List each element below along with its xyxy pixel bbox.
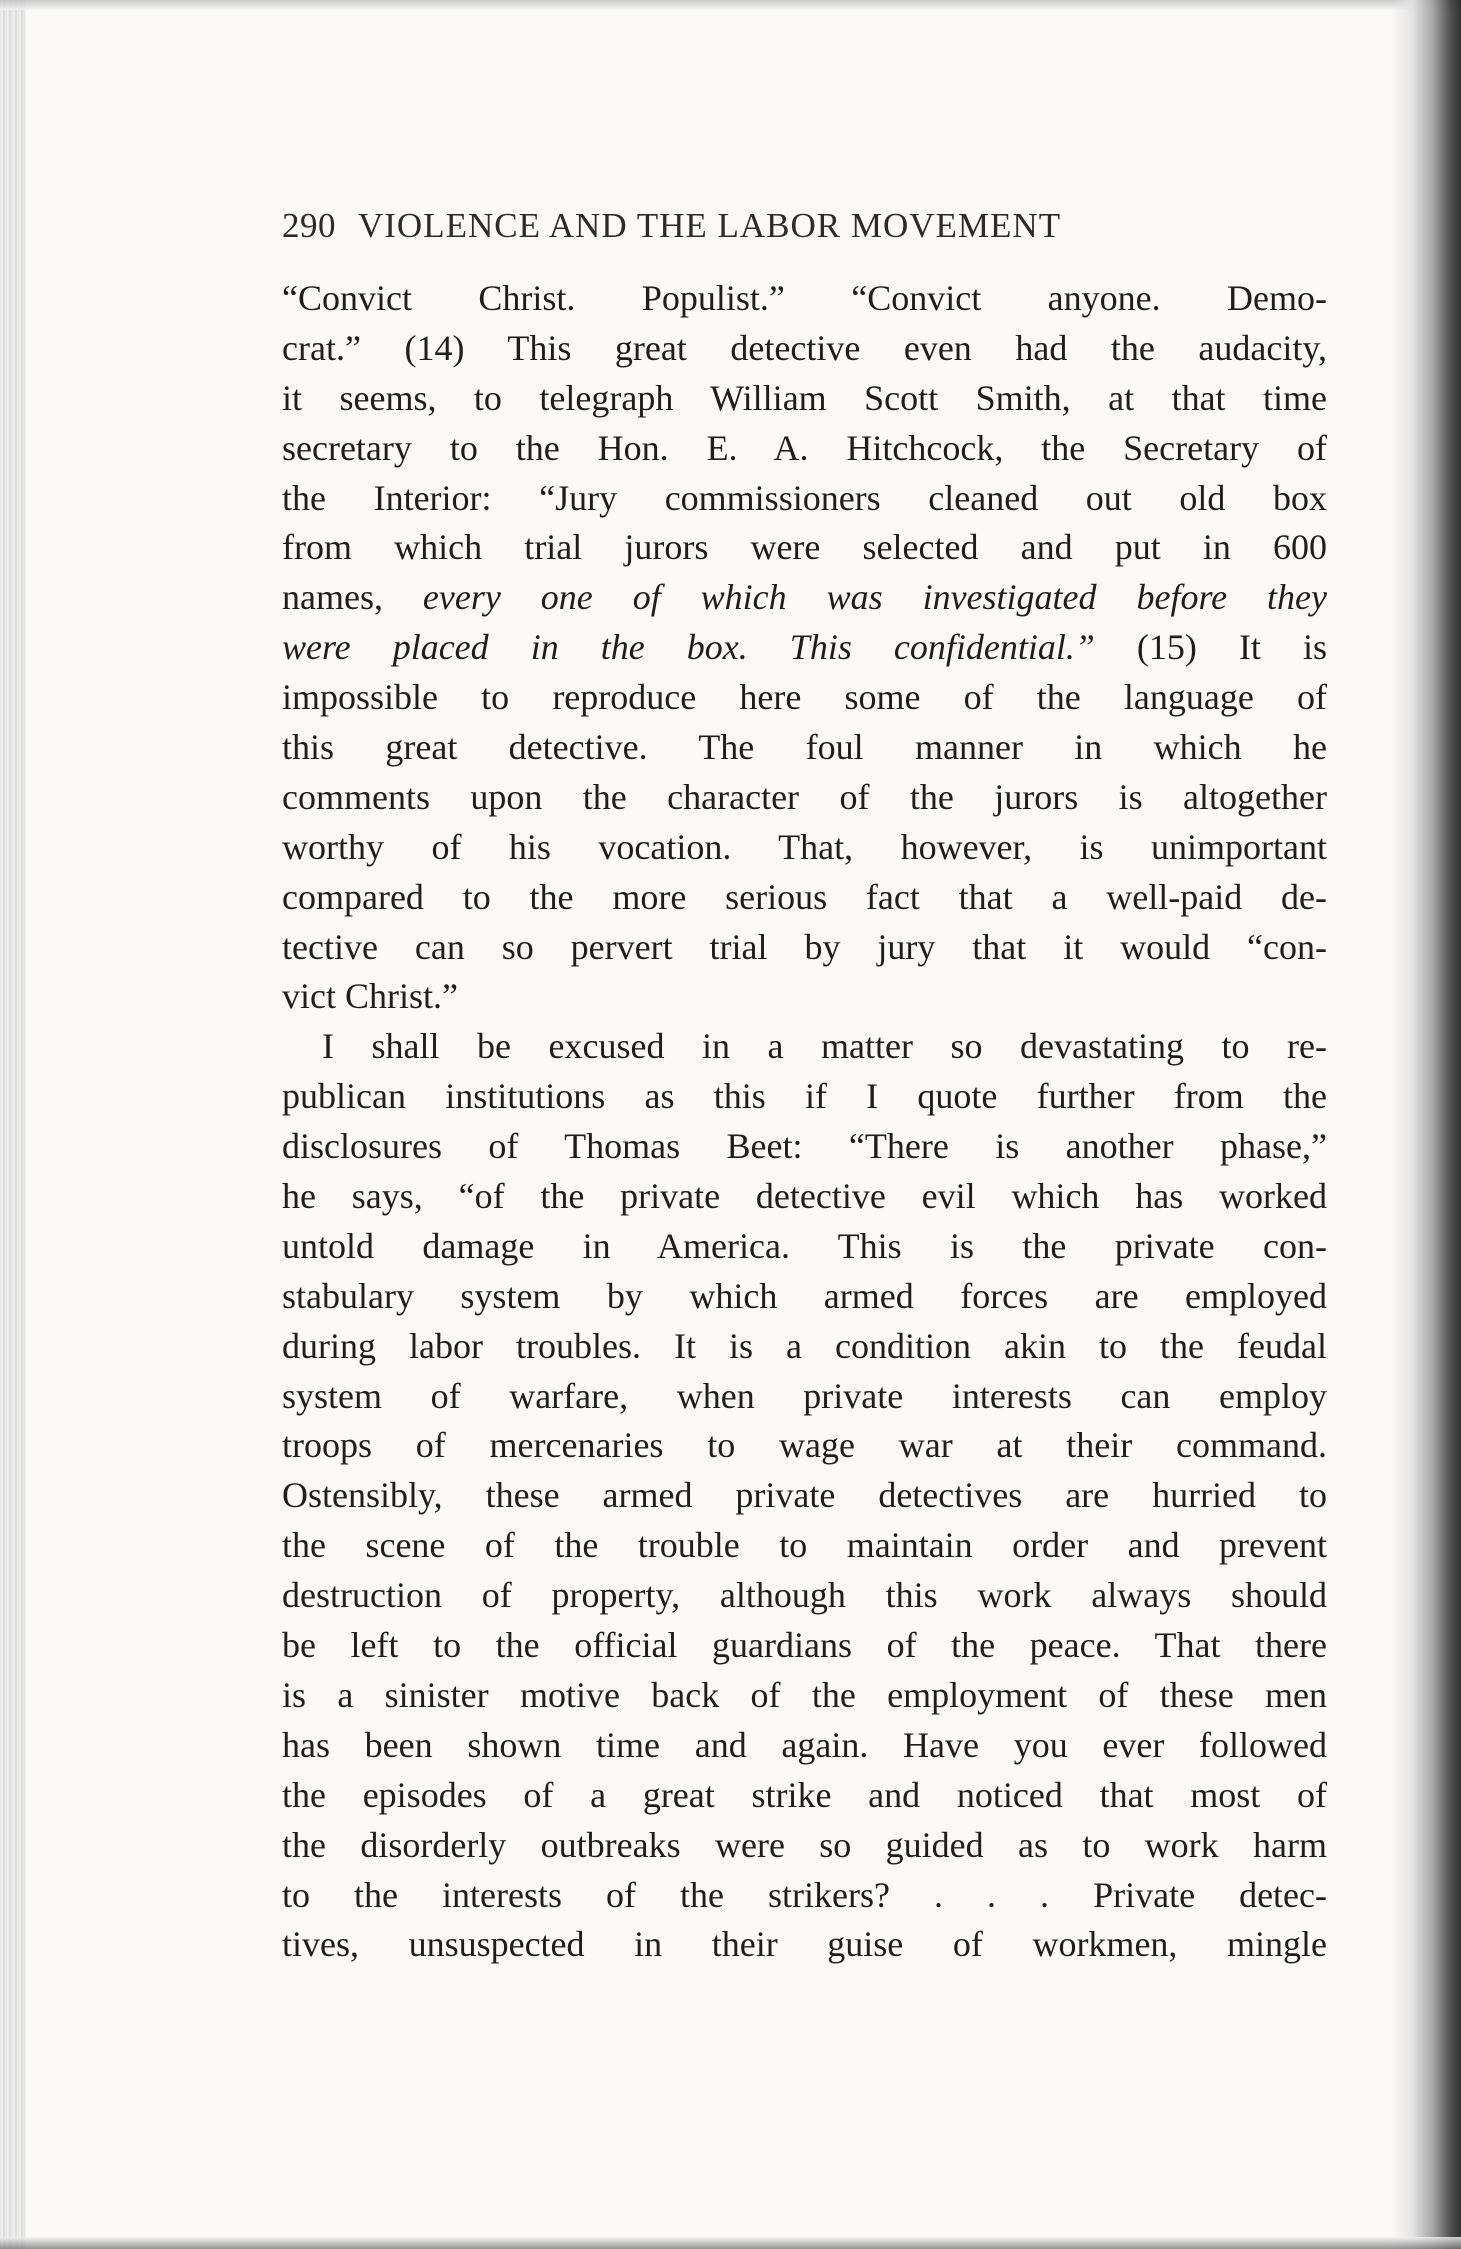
page-binding-edge — [0, 0, 26, 2249]
text-line-7 — [282, 573, 1327, 623]
text-line-27: destruction of property, although this work always should — [282, 1575, 1327, 1616]
text-line-28: be left to the official guardians of the peace. That there — [282, 1625, 1327, 1666]
text-line-4: secretary to the Hon. E. A. Hitchcock, the Secretary of — [282, 427, 1327, 468]
text-line-31: the episodes of a great strike and noticed that most of — [282, 1774, 1327, 1815]
page-right-shadow — [1391, 0, 1461, 2249]
text-line-12: worthy of his vocation. That, however, is unimportant — [282, 826, 1327, 867]
page-number: 290 — [282, 206, 336, 245]
text-line-8-roman: (15) It is — [1094, 627, 1327, 668]
page-top-edge — [0, 0, 1461, 10]
text-line-7-roman: names, — [282, 577, 423, 618]
text-line-8-italic: were placed in the box. This confidential.” — [282, 627, 1095, 668]
page-bottom-edge — [0, 2237, 1461, 2249]
body-text — [282, 274, 1327, 2024]
text-line-16: I shall be excused in a matter so devastating to re- — [322, 1026, 1327, 1067]
text-line-20: untold damage in America. This is the private con- — [282, 1225, 1327, 1266]
text-line-1: “Convict Christ. Populist.” “Convict anyone. Demo- — [282, 278, 1327, 318]
text-line-17: publican institutions as this if I quote further from the — [282, 1076, 1327, 1117]
text-line-15: vict Christ.” — [282, 976, 458, 1017]
text-line-33: to the interests of the strikers? . . . Private detec- — [282, 1874, 1327, 1915]
text-line-25: Ostensibly, these armed private detectives are hurried to — [282, 1475, 1327, 1516]
running-head — [282, 206, 1332, 256]
text-line-23: system of warfare, when private interests can employ — [282, 1375, 1327, 1416]
text-line-24: troops of mercenaries to wage war at their command. — [282, 1425, 1327, 1466]
text-line-14: tective can so pervert trial by jury that it would “con- — [282, 926, 1327, 967]
text-line-29: is a sinister motive back of the employment of these men — [282, 1674, 1327, 1715]
running-title: VIOLENCE AND THE LABOR MOVEMENT — [358, 206, 1062, 245]
text-line-22: during labor troubles. It is a condition akin to the feudal — [282, 1325, 1327, 1366]
text-line-21: stabulary system by which armed forces are employed — [282, 1275, 1327, 1316]
text-line-34: tives, unsuspected in their guise of workmen, mingle — [282, 1924, 1327, 1965]
text-line-2: crat.” (14) This great detective even had the audacity, — [282, 327, 1327, 368]
text-line-13: compared to the more serious fact that a well-paid de- — [282, 876, 1327, 917]
text-line-6: from which trial jurors were selected and put in 600 — [282, 527, 1327, 568]
text-line-9: impossible to reproduce here some of the language of — [282, 677, 1327, 718]
text-line-8 — [282, 623, 1327, 673]
text-line-10: this great detective. The foul manner in which he — [282, 727, 1327, 768]
text-line-7-italic: every one of which was investigated before they — [422, 577, 1328, 618]
text-line-3: it seems, to telegraph William Scott Smith, at that time — [282, 377, 1327, 418]
text-line-30: has been shown time and again. Have you ever followed — [282, 1724, 1327, 1765]
text-line-18: disclosures of Thomas Beet: “There is another phase,” — [282, 1126, 1327, 1167]
text-line-5: the Interior: “Jury commissioners cleaned out old box — [282, 477, 1327, 518]
text-line-11: comments upon the character of the jurors is altogether — [282, 776, 1327, 817]
text-line-32: the disorderly outbreaks were so guided as to work harm — [282, 1824, 1327, 1865]
text-line-26: the scene of the trouble to maintain order and prevent — [282, 1525, 1327, 1566]
text-line-19: he says, “of the private detective evil which has worked — [282, 1176, 1327, 1217]
